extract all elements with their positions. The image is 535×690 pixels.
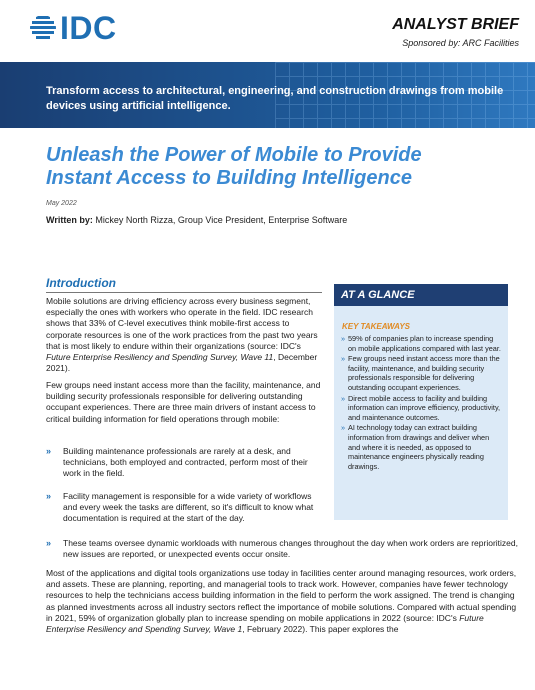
key-takeaways-label: KEY TAKEAWAYS xyxy=(342,322,411,331)
author-name: Mickey North Rizza, Group Vice President, Enterprise Software xyxy=(92,215,348,225)
intro-paragraph-3 xyxy=(46,568,522,635)
at-a-glance-box xyxy=(334,284,508,520)
takeaway-text: 59% of companies plan to increase spending on mobile applications compared with last year. xyxy=(348,334,501,353)
summary-banner xyxy=(0,62,535,128)
intro-paragraph-1 xyxy=(46,296,324,374)
paragraph-text: , February 2022). This paper explores the xyxy=(242,624,399,635)
bullet-marker: » xyxy=(341,423,346,433)
list-item xyxy=(341,394,503,423)
takeaways-list xyxy=(341,334,503,472)
document-type: ANALYST BRIEF xyxy=(392,16,519,33)
section-heading: Introduction xyxy=(46,276,116,290)
logo-text: IDC xyxy=(60,10,117,46)
banner-text: Transform access to architectural, engineering, and construction drawings from mobile devices using artificial intelligence. xyxy=(46,85,504,112)
author-label: Written by: xyxy=(46,215,93,225)
list-item xyxy=(341,423,503,471)
list-item xyxy=(341,354,503,392)
bullet-item xyxy=(46,538,523,560)
paragraph-text: Mobile solutions are driving efficiency across every business segment, especially the ones with workers who operate in the field. IDC research shows that 33% of C-level executives think mobile-first access to corporate resources is one of the work practices from the past two years that is most likely to endure within their organizations (source: IDC's xyxy=(46,296,318,351)
takeaway-text: AI technology today can extract building information from drawings and deliver when and where it is needed, as opposed to maintenance engineers physically reading drawings. xyxy=(348,423,490,471)
title-line-2: Instant Access to Building Intelligence xyxy=(46,167,412,189)
paragraph-text: Most of the applications and digital tools organizations use today in facilities center around managing resources, work orders, and assets. These are planning, reporting, and managerial tools to track work. However, companies have fewer technology resources to help the technicians access building information in the field to perform the work assigned. The trend is changing as planned investments across all industry sectors reflect the importance of mobile solutions. Compared with actual spending in 2021, 59% of organization globally plan to increase spending on mobile applications in 2022 (source: IDC's xyxy=(46,568,517,623)
bullet-marker: » xyxy=(46,491,52,501)
bullet-text: Building maintenance professionals are rarely at a desk, and technicians, both employed and contracted, perform most of their work in the field. xyxy=(63,446,308,479)
takeaway-text: Direct mobile access to facility and building information can improve efficiency, productivity, and maintenance outcomes. xyxy=(348,393,501,422)
paragraph-text: , December 2021). xyxy=(46,352,318,374)
bullet-text: These teams oversee dynamic workloads with numerous changes throughout the day when work orders are reprioritized, new issues are reported, or unexpected events occur onsite. xyxy=(63,538,518,560)
list-item xyxy=(341,334,503,353)
sidebar-heading: AT A GLANCE xyxy=(334,284,508,306)
bullet-marker: » xyxy=(46,538,52,548)
bullet-item xyxy=(46,446,325,480)
sponsor-line: Sponsored by: ARC Facilities xyxy=(402,38,519,48)
bullet-marker: » xyxy=(46,446,52,456)
publication-date: May 2022 xyxy=(46,200,77,207)
bullet-marker: » xyxy=(341,354,346,364)
bullet-text: Facility management is responsible for a wide variety of workflows and every week the tasks are different, so it's difficult to know what documentation is required at the start of the day. xyxy=(63,491,314,524)
citation: Future Enterprise Resiliency and Spending Survey, Wave 11 xyxy=(46,352,274,363)
intro-paragraph-2: Few groups need instant access more than the facility, maintenance, and building security professionals responsible for delivering outstanding occupant experiences. There are three main drivers of instant access to critical building information for field operations through mobile: xyxy=(46,380,321,424)
document-title xyxy=(46,144,486,190)
citation: Future Enterprise Resiliency and Spending Survey, Wave 1 xyxy=(46,612,484,635)
idc-logo xyxy=(30,10,117,46)
author-line xyxy=(46,215,347,225)
globe-icon xyxy=(30,15,56,41)
bullet-marker: » xyxy=(341,393,346,403)
section-divider xyxy=(46,292,322,293)
bullet-marker: » xyxy=(341,334,346,343)
takeaway-text: Few groups need instant access more than the facility, maintenance, and building security professionals responsible for delivering outstanding occupant experiences. xyxy=(348,354,500,392)
bullet-item xyxy=(46,491,325,525)
title-line-1: Unleash the Power of Mobile to Provide xyxy=(46,144,422,166)
